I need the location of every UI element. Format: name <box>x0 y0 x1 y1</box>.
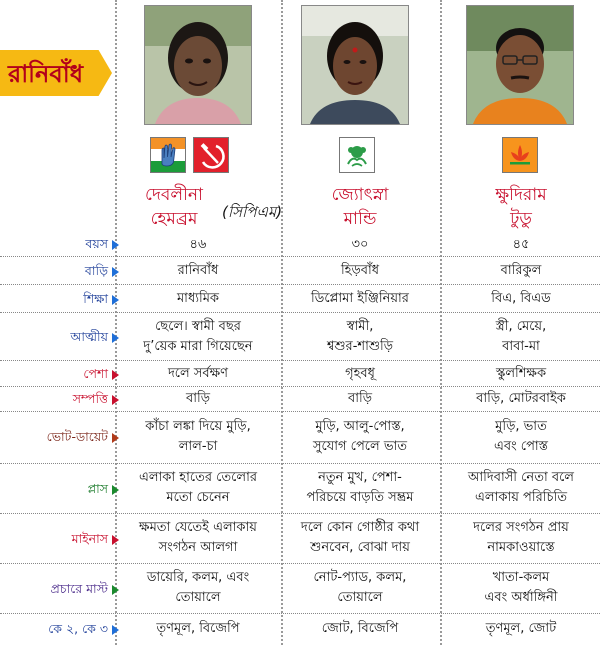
cell-relatives: ছেলে। স্বামী বছর দু’য়েক মারা গিয়েছেন <box>143 319 253 354</box>
cell-occupation: স্কুলশিক্ষক <box>495 366 547 381</box>
cell-plus: আদিবাসী নেতা বলে এলাকায় পরিচিতি <box>468 470 574 505</box>
cell-education: ডিপ্লোমা ইঞ্জিনিয়ার <box>311 291 409 306</box>
row-label-occupation: পেশা <box>83 366 119 386</box>
row-label-relatives: আত্মীয় <box>70 329 119 349</box>
cell-relatives: স্বামী, শ্বশুর-শাশুড়ি <box>326 319 394 354</box>
row-age <box>0 233 600 257</box>
candidate-name-line1: জ্যোৎস্না <box>331 185 389 205</box>
cell-relatives: স্ত্রী, মেয়ে, বাবা-মা <box>495 319 547 354</box>
cell-campaign-must: ডায়েরি, কলম, এবং তোয়ালে <box>146 570 250 605</box>
candidate-name-2 <box>284 183 436 231</box>
row-label-minus: মাইনাস <box>72 531 119 551</box>
cell-assets: বাড়ি, মোটরবাইক <box>476 391 566 406</box>
candidate-photo-khudiram <box>466 5 574 125</box>
candidate-name-line1: ক্ষুদিরাম <box>495 185 547 205</box>
candidate-name-line2: টুডু <box>510 209 532 229</box>
candidate-name-line1: দেবলীনা <box>145 185 203 205</box>
candidate-party-note: (সিপিএম) <box>222 203 283 221</box>
candidate-photo-jyotsna <box>301 5 409 125</box>
cell-minus: ক্ষমতা যেতেই এলাকায় সংগঠন আলগা <box>139 520 257 555</box>
row-campaign-must <box>0 564 600 614</box>
row-k2-k3 <box>0 614 600 644</box>
cell-occupation: গৃহবধূ <box>345 366 375 381</box>
cell-minus: দলে কোন গোষ্ঠীর কথা শুনবেন, বোঝা দায় <box>300 520 420 555</box>
cell-education: বিএ, বিএড <box>491 291 551 306</box>
cell-campaign-must: খাতা-কলম এবং অর্ধাঙ্গিনী <box>484 570 558 605</box>
cell-minus: দলের সংগঠন প্রায় নামকাওয়াস্তে <box>473 520 569 555</box>
cell-assets: বাড়ি <box>185 391 210 406</box>
row-label-vote-diet: ভোট-ডায়েট <box>47 429 119 449</box>
candidate-name-line2: মান্ডি <box>343 209 377 229</box>
row-vote-diet <box>0 412 600 464</box>
congress-hand-icon <box>150 137 186 173</box>
cell-age: ৪৫ <box>512 237 530 252</box>
row-label-education: শিক্ষা <box>83 291 119 311</box>
row-label-age: বয়স <box>85 236 119 256</box>
tmc-jora-ghas-phul-icon <box>339 137 375 173</box>
cell-age: ৪৬ <box>189 237 207 252</box>
row-label-assets: সম্পত্তি <box>73 391 119 411</box>
cpim-hammer-sickle-icon <box>193 137 229 173</box>
row-minus <box>0 514 600 564</box>
constituency-title: রানিবাঁধ <box>8 60 84 88</box>
cell-k2-k3: তৃণমূল, জোট <box>485 621 557 636</box>
row-relatives <box>0 313 600 361</box>
row-assets <box>0 387 600 412</box>
row-occupation <box>0 361 600 387</box>
cell-occupation: দলে সর্বক্ষণ <box>167 366 229 381</box>
cell-assets: বাড়ি <box>347 391 372 406</box>
row-label-campaign-must: প্রচারে মাস্ট <box>51 581 120 601</box>
row-label-k2-k3: কে ২, কে ৩ <box>48 621 119 641</box>
cell-plus: নতুন মুখ, পেশা- পরিচয়ে বাড়তি সম্ভ্রম <box>306 470 414 505</box>
row-label-plus: প্লাস <box>88 481 119 501</box>
cell-home: বারিকুল <box>500 263 542 278</box>
cell-plus: এলাকা হাতের তেলোর মতো চেনেন <box>138 470 258 505</box>
row-education <box>0 285 600 313</box>
candidate-name-1 <box>118 183 230 231</box>
cell-education: মাধ্যমিক <box>176 291 220 306</box>
cell-vote-diet: মুড়ি, ভাত এবং পোস্ত <box>493 419 549 454</box>
cell-age: ৩০ <box>351 237 369 252</box>
candidate-photo-debolina <box>144 5 252 125</box>
cell-k2-k3: জোট, বিজেপি <box>321 621 399 636</box>
candidate-name-line2: হেমব্রম <box>150 209 198 229</box>
cell-k2-k3: তৃণমূল, বিজেপি <box>156 621 240 636</box>
cell-vote-diet: মুড়ি, আলু-পোস্ত, সুযোগ পেলে ভাত <box>312 419 408 454</box>
cell-home: রানিবাঁধ <box>177 263 219 278</box>
cell-campaign-must: নোট-প্যাড, কলম, তোয়ালে <box>313 570 407 605</box>
row-home <box>0 257 600 285</box>
candidate-name-3 <box>444 183 598 231</box>
cell-home: হিড়বাঁধ <box>340 263 380 278</box>
cell-vote-diet: কাঁচা লঙ্কা দিয়ে মুড়ি, লাল-চা <box>145 419 251 454</box>
bjp-lotus-icon <box>502 137 538 173</box>
row-plus <box>0 464 600 514</box>
row-label-home: বাড়ি <box>85 263 119 283</box>
